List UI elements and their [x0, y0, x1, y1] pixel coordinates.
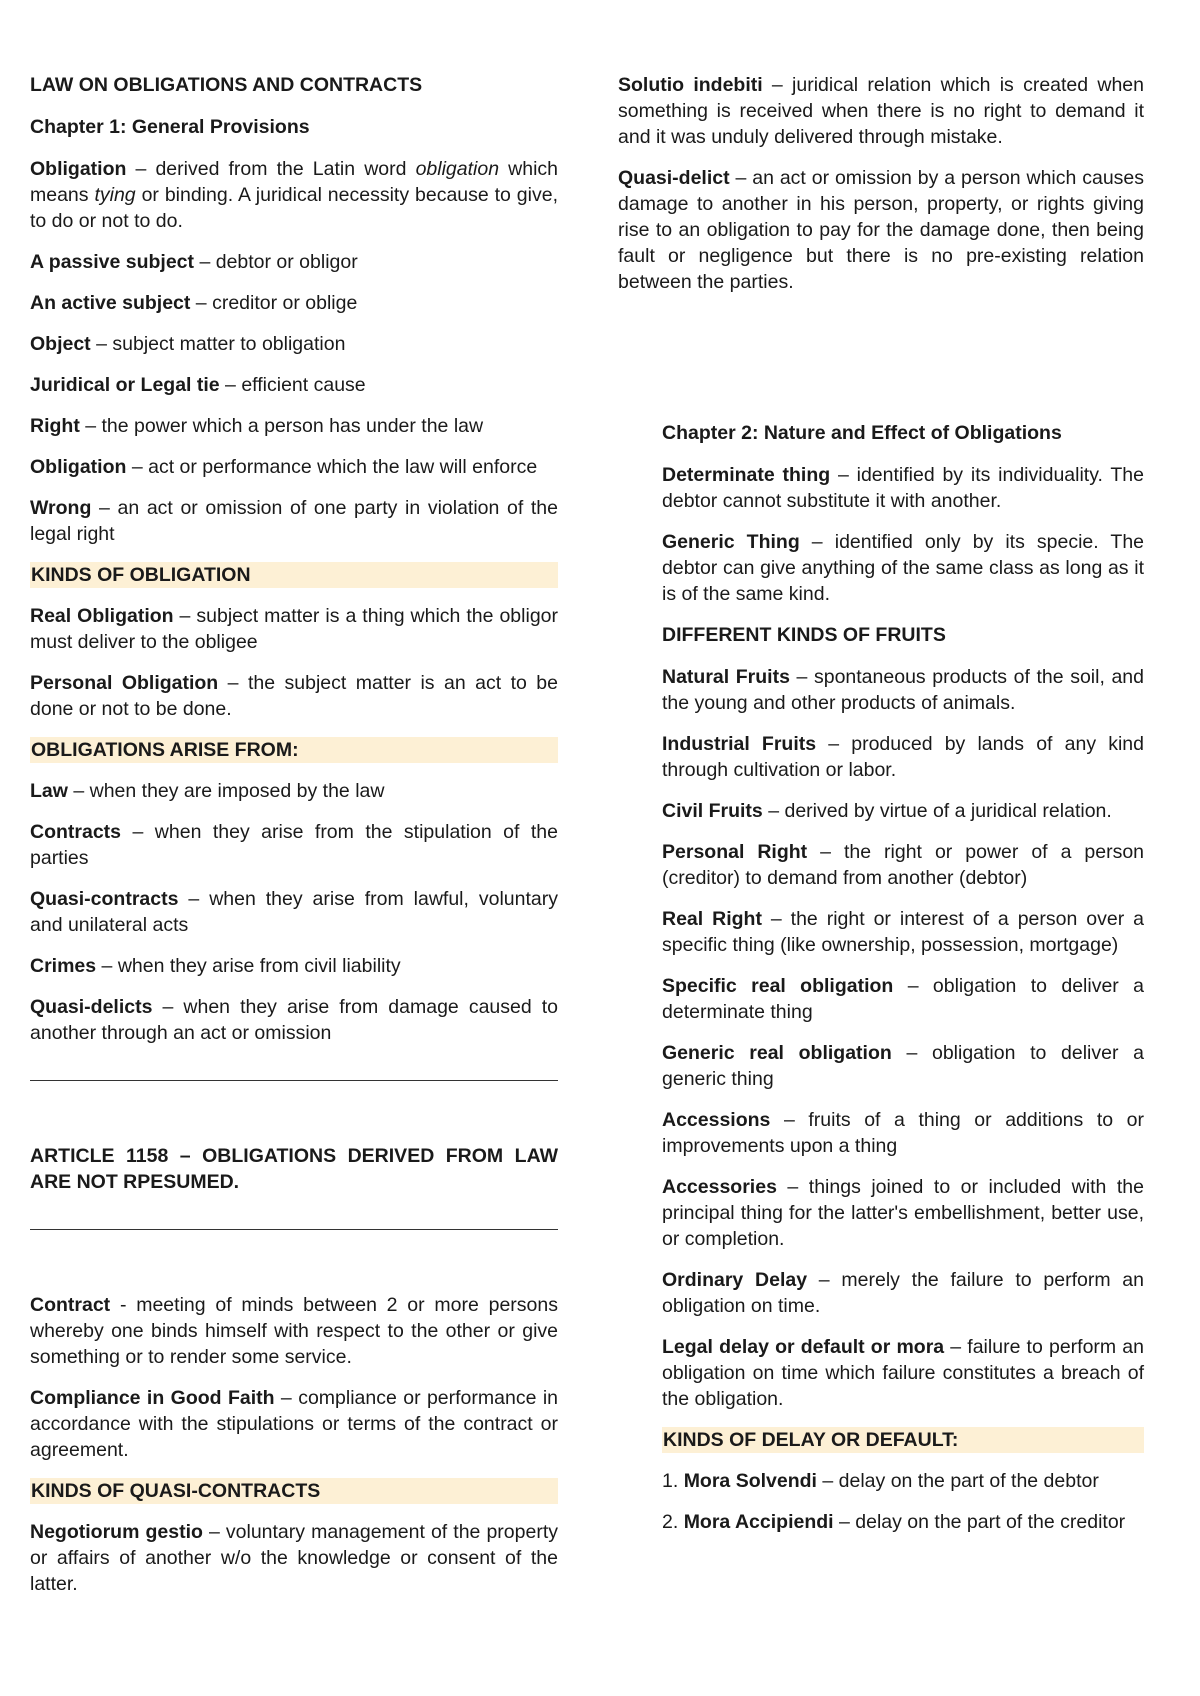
chapter-1-heading: Chapter 1: General Provisions [30, 116, 310, 138]
definition-personal-right: Personal Right – the right or power of a person (creditor) to demand from another (debtor) [662, 841, 1145, 889]
source-quasi-contracts: Quasi-contracts – when they arise from lawful, voluntary and unilateral acts [30, 888, 558, 936]
definition-solutio-indebiti: Solutio indebiti – juridical relation which is created when something is received when there is no right to demand it and it was unduly delivered through mistake. [618, 74, 1144, 148]
definition-active-subject: An active subject – creditor or oblige [30, 292, 358, 314]
horizontal-divider [30, 1080, 558, 1081]
definition-passive-subject: A passive subject – debtor or obligor [30, 251, 358, 273]
section-heading-kinds-of-delay: KINDS OF DELAY OR DEFAULT: [662, 1427, 1144, 1453]
section-heading-kinds-of-quasi-contracts: KINDS OF QUASI-CONTRACTS [30, 1478, 558, 1504]
definition-object: Object – subject matter to obligation [30, 333, 346, 355]
definition-civil-fruits: Civil Fruits – derived by virtue of a juridical relation. [662, 800, 1112, 822]
article-1158-heading: ARTICLE 1158 – OBLIGATIONS DERIVED FROM LAW ARE NOT RPESUMED. [30, 1145, 558, 1193]
definition-contract: Contract - meeting of minds between 2 or more persons whereby one binds himself with respect to the other or give something or to render some service. [30, 1294, 558, 1368]
source-quasi-delicts: Quasi-delicts – when they arise from damage caused to another through an act or omission [30, 996, 559, 1044]
right-top-column [618, 72, 1144, 310]
definition-juridical-tie: Juridical or Legal tie – efficient cause [30, 374, 366, 396]
definition-ordinary-delay: Ordinary Delay – merely the failure to perform an obligation on time. [662, 1269, 1144, 1317]
source-crimes: Crimes – when they arise from civil liability [30, 955, 401, 977]
source-contracts: Contracts – when they arise from the stipulation of the parties [30, 821, 559, 869]
definition-mora-solvendi: 1. Mora Solvendi – delay on the part of the debtor [662, 1470, 1099, 1492]
definition-accessions: Accessions – fruits of a thing or additions to or improvements upon a thing [662, 1109, 1144, 1157]
definition-negotiorum-gestio: Negotiorum gestio – voluntary management of the property or affairs of another w/o the knowledge or consent of the latter. [30, 1521, 558, 1595]
definition-legal-delay: Legal delay or default or mora – failure to perform an obligation on time which failure constitutes a breach of the obligation. [662, 1336, 1144, 1410]
source-law: Law – when they are imposed by the law [30, 780, 385, 802]
chapter-2-heading: Chapter 2: Nature and Effect of Obligations [662, 422, 1062, 444]
section-heading-kinds-of-fruits: DIFFERENT KINDS OF FRUITS [662, 624, 946, 646]
definition-right: Right – the power which a person has under the law [30, 415, 484, 437]
definition-specific-real-obligation: Specific real obligation – obligation to deliver a determinate thing [662, 975, 1145, 1023]
section-heading-kinds-of-obligation: KINDS OF OBLIGATION [30, 562, 558, 588]
definition-real-obligation: Real Obligation – subject matter is a thing which the obligor must deliver to the obligee [30, 605, 559, 653]
definition-personal-obligation: Personal Obligation – the subject matter is an act to be done or not to be done. [30, 672, 558, 720]
definition-accessories: Accessories – things joined to or included with the principal thing for the latter's embellishment, better use, or completion. [662, 1176, 1144, 1250]
definition-generic-real-obligation: Generic real obligation – obligation to deliver a generic thing [662, 1042, 1144, 1090]
definition-obligation-act: Obligation – act or performance which the law will enforce [30, 456, 538, 478]
section-heading-obligations-arise: OBLIGATIONS ARISE FROM: [30, 737, 558, 763]
definition-generic-thing: Generic Thing – identified only by its specie. The debtor can give anything of the same class as long as it is of the same kind. [662, 531, 1145, 605]
document-title: LAW ON OBLIGATIONS AND CONTRACTS [30, 74, 423, 96]
definition-obligation-origin: Obligation – derived from the Latin word obligation which means tying or binding. A juridical necessity because to give, to do or not to do. [30, 158, 558, 232]
definition-industrial-fruits: Industrial Fruits – produced by lands of any kind through cultivation or labor. [662, 733, 1144, 781]
definition-mora-accipiendi: 2. Mora Accipiendi – delay on the part of the creditor [662, 1511, 1126, 1533]
definition-term: Obligation [30, 158, 127, 180]
definition-real-right: Real Right – the right or interest of a person over a specific thing (like ownership, possession, mortgage) [662, 908, 1144, 956]
definition-natural-fruits: Natural Fruits – spontaneous products of the soil, and the young and other products of animals. [662, 666, 1144, 714]
left-column [30, 72, 558, 1612]
definition-quasi-delict: Quasi-delict – an act or omission by a person which causes damage to another in his person, property, or rights giving rise to an obligation to pay for the damage done, then being fault or negligence but there is no pre-existing relation between the parties. [618, 167, 1145, 293]
right-column [662, 420, 1144, 1550]
definition-determinate-thing: Determinate thing – identified by its individuality. The debtor cannot substitute it with another. [662, 464, 1144, 512]
definition-wrong: Wrong – an act or omission of one party in violation of the legal right [30, 497, 558, 545]
definition-good-faith: Compliance in Good Faith – compliance or performance in accordance with the stipulations or terms of the contract or agreement. [30, 1387, 558, 1461]
